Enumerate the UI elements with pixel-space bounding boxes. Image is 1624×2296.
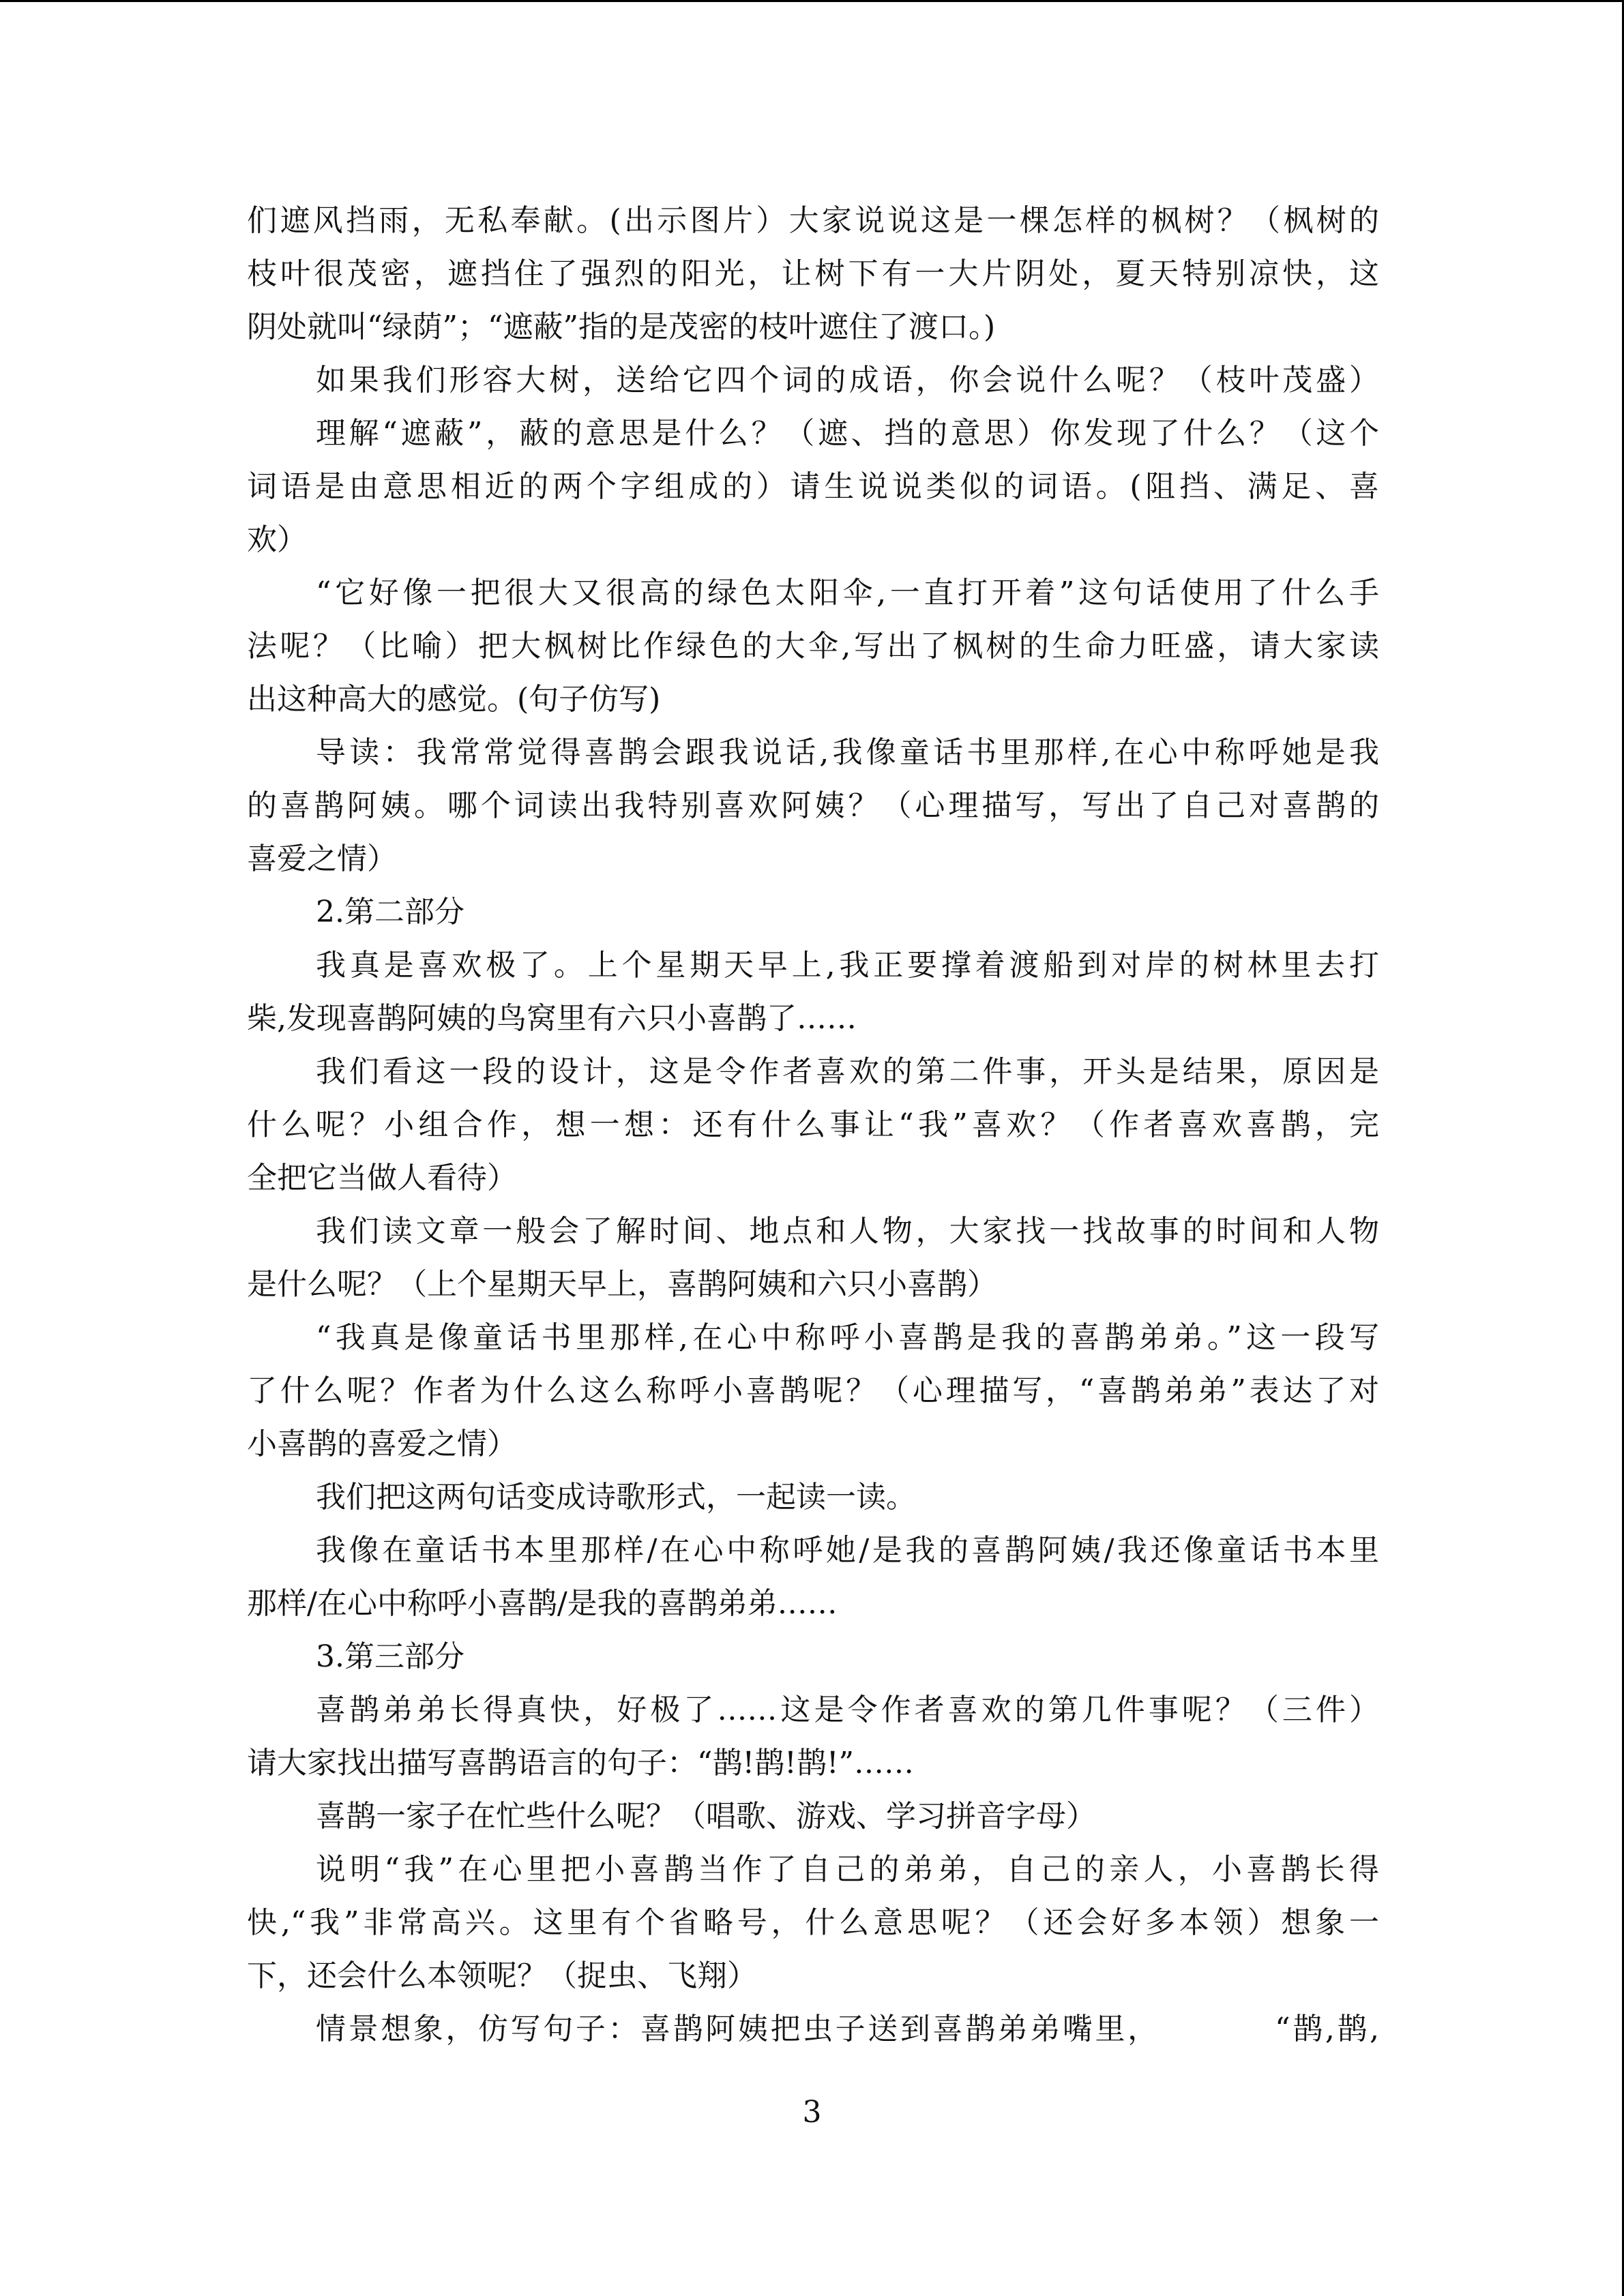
text-line: 的喜鹊阿姨。哪个词读出我特别喜欢阿姨？（心理描写，写出了自己对喜鹊的 bbox=[247, 788, 1379, 823]
text-line: 阴处就叫“绿荫”；“遮蔽”指的是茂密的枝叶遮住了渡口。) bbox=[247, 310, 996, 344]
text-line: 全把它当做人看待） bbox=[247, 1161, 517, 1195]
text-line: 喜爱之情） bbox=[247, 841, 397, 876]
text-line: 们遮风挡雨，无私奉献。(出示图片）大家说说这是一棵怎样的枫树？（枫树的 bbox=[247, 203, 1379, 238]
text-line: 2.第二部分 bbox=[316, 895, 464, 929]
text-line: 那样/在心中称呼小喜鹊/是我的喜鹊弟弟…… bbox=[247, 1586, 838, 1621]
text-line: 我们把这两句话变成诗歌形式，一起读一读。 bbox=[316, 1480, 916, 1515]
text-line: 理解“遮蔽”，蔽的意思是什么？（遮、挡的意思）你发现了什么？（这个 bbox=[316, 416, 1379, 451]
text-line: 词语是由意思相近的两个字组成的）请生说说类似的词语。(阻挡、满足、喜 bbox=[247, 469, 1379, 504]
top-border-line bbox=[0, 0, 1624, 2]
text-line: 了什么呢？作者为什么这么称呼小喜鹊呢？（心理描写，“喜鹊弟弟”表达了对 bbox=[247, 1373, 1379, 1408]
text-line: 3.第三部分 bbox=[316, 1639, 464, 1674]
text-line: 喜鹊弟弟长得真快，好极了……这是令作者喜欢的第几件事呢？（三件） bbox=[316, 1693, 1379, 1727]
text-line: “我真是像童话书里那样,在心中称呼小喜鹊是我的喜鹊弟弟。”这一段写 bbox=[316, 1320, 1379, 1355]
text-line: 我像在童话书本里那样/在心中称呼她/是我的喜鹊阿姨/我还像童话书本里 bbox=[316, 1533, 1379, 1568]
page-number: 3 bbox=[802, 2095, 822, 2130]
text-line: 出这种高大的感觉。(句子仿写) bbox=[247, 682, 661, 717]
text-line: 我们读文章一般会了解时间、地点和人物，大家找一找故事的时间和人物 bbox=[316, 1214, 1379, 1249]
text-line: 法呢？（比喻）把大枫树比作绿色的大伞,写出了枫树的生命力旺盛，请大家读 bbox=[247, 629, 1379, 664]
text-line: 喜鹊一家子在忙些什么呢？（唱歌、游戏、学习拼音字母） bbox=[316, 1799, 1096, 1834]
text-line: 柴,发现喜鹊阿姨的鸟窝里有六只小喜鹊了…… bbox=[247, 1001, 857, 1036]
text-line: 快,“我”非常高兴。这里有个省略号，什么意思呢？（还会好多本领）想象一 bbox=[247, 1905, 1379, 1940]
text-line: “它好像一把很大又很高的绿色太阳伞,一直打开着”这句话使用了什么手 bbox=[316, 576, 1379, 610]
text-line: 我真是喜欢极了。上个星期天早上,我正要撑着渡船到对岸的树林里去打 bbox=[316, 948, 1379, 983]
text-line: 我们看这一段的设计，这是令作者喜欢的第二件事，开头是结果，原因是 bbox=[316, 1054, 1379, 1089]
text-line: 情景想象，仿写句子：喜鹊阿姨把虫子送到喜鹊弟弟嘴里， “鹊,鹊, bbox=[316, 2012, 1379, 2046]
text-line: 欢） bbox=[247, 522, 307, 557]
text-line: 说明“我”在心里把小喜鹊当作了自己的弟弟，自己的亲人，小喜鹊长得 bbox=[316, 1852, 1379, 1887]
text-line: 下，还会什么本领呢？（捉虫、飞翔） bbox=[247, 1958, 757, 1993]
text-line: 是什么呢？（上个星期天早上，喜鹊阿姨和六只小喜鹊） bbox=[247, 1267, 997, 1302]
text-line: 请大家找出描写喜鹊语言的句子：“鹊!鹊!鹊!”…… bbox=[247, 1746, 915, 1780]
text-line: 什么呢？小组合作，想一想：还有什么事让“我”喜欢？（作者喜欢喜鹊，完 bbox=[247, 1107, 1379, 1142]
text-line: 如果我们形容大树，送给它四个词的成语，你会说什么呢？（枝叶茂盛） bbox=[316, 363, 1379, 398]
document-body bbox=[247, 194, 1379, 2056]
text-line: 小喜鹊的喜爱之情） bbox=[247, 1427, 517, 1461]
text-line: 导读：我常常觉得喜鹊会跟我说话,我像童话书里那样,在心中称呼她是我 bbox=[316, 735, 1379, 770]
text-line: 枝叶很茂密，遮挡住了强烈的阳光，让树下有一大片阴处，夏天特别凉快，这 bbox=[247, 256, 1379, 291]
